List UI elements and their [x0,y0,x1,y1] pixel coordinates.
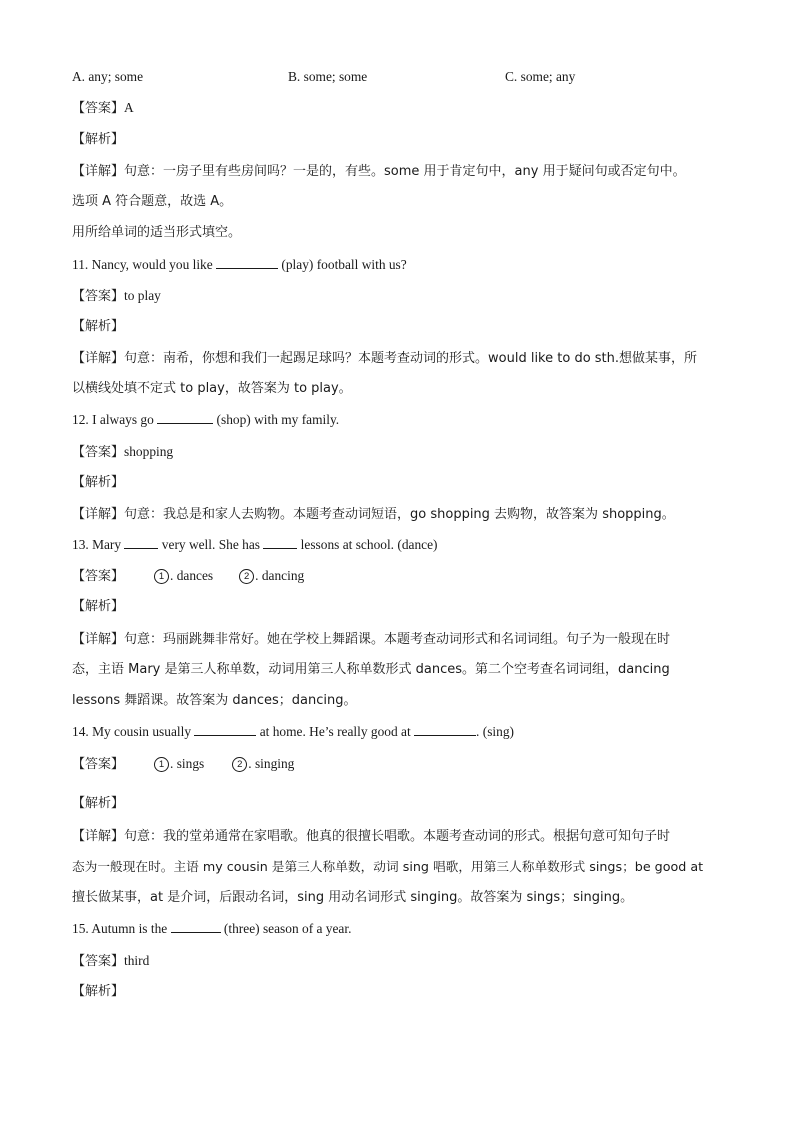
q15-answer-line [72,952,149,971]
q15-analysis-tag: 【解析】 [72,984,125,999]
answer-part-2 [239,567,304,585]
detail-text: 句意：玛丽跳舞非常好。她在学校上舞蹈课。本题考查动词形式和名词词组。句子为一般现在时 [124,632,671,647]
q12-detail-line-1 [72,505,675,524]
answer-tag: 【答案】 [72,954,125,969]
answer-part-2 [232,755,294,773]
question-part-2: at home. He’s really good at [256,724,415,739]
answer-text: to play [124,288,161,303]
question-part-1: 14. My cousin usually [72,724,195,739]
question-prefix: 11. Nancy, would you like [72,257,217,272]
detail-tag: 【详解】 [72,829,125,844]
detail-tag: 【详解】 [72,507,125,522]
q11-detail-line-1 [72,349,697,368]
answer-blank [157,411,213,424]
detail-text: 句意：我总是和家人去购物。本题考查动词短语，go shopping 去购物，故答案为 shopping。 [124,507,675,522]
answer-tag: 【答案】 [72,445,125,460]
answer-tag: 【答案】 [72,289,125,304]
question-suffix: (play) football with us? [278,257,407,272]
answer-text: A [124,100,134,115]
q13-analysis-tag: 【解析】 [72,599,125,614]
q13-detail-line-2: 态，主语 Mary 是第三人称单数，动词用第三人称单数形式 dances。第二个空考查名词词组，dancing [72,662,670,677]
circled-number-2: 2 [232,757,247,772]
question-15 [72,920,351,938]
answer-text: shopping [124,444,174,459]
detail-tag: 【详解】 [72,164,125,179]
answer-tag: 【答案】 [72,569,125,584]
q10-detail-line-1 [72,162,686,181]
question-11 [72,256,407,274]
answer-blank-2 [263,536,297,549]
answer-blank [216,256,278,269]
answer-tag: 【答案】 [72,757,125,772]
q14-detail-line-3: 擅长做某事，at 是介词，后跟动名词，sing 用动名词形式 singing。故答案为 sings；singing。 [72,890,634,905]
answer-part-1 [154,755,204,773]
question-part-1: 13. Mary [72,537,125,552]
q11-analysis-tag: 【解析】 [72,319,125,334]
option-b: B. some; some [288,69,368,84]
detail-tag: 【详解】 [72,351,125,366]
q14-answer-line [72,755,294,774]
answer-part-1 [154,567,213,585]
answer-text-1: . dances [170,568,214,583]
q13-detail-line-1 [72,630,670,649]
q10-analysis-tag: 【解析】 [72,132,125,147]
q11-answer-line [72,287,161,306]
answer-text-2: . dancing [255,568,305,583]
circled-number-1: 1 [154,757,169,772]
circled-number-1: 1 [154,569,169,584]
detail-text: 句意：南希，你想和我们一起踢足球吗？本题考查动词的形式。would like to do sth.想做某事，所 [124,351,698,366]
question-13 [72,536,438,554]
answer-blank-2 [414,723,476,736]
answer-blank-1 [124,536,158,549]
question-suffix: (shop) with my family. [213,412,340,427]
detail-text: 句意：我的堂弟通常在家唱歌。他真的很擅长唱歌。本题考查动词的形式。根据句意可知句子时 [124,829,671,844]
option-a: A. any; some [72,69,144,84]
question-part-3: lessons at school. (dance) [297,537,438,552]
question-12 [72,411,339,429]
answer-blank [171,920,221,933]
section-instruction: 用所给单词的适当形式填空。 [72,225,242,240]
detail-text: 句意：一房子里有些房间吗？一是的，有些。some 用于肯定句中，any 用于疑问句或否定句中。 [124,164,686,179]
answer-blank-1 [194,723,256,736]
q10-answer-line [72,99,134,118]
question-part-2: very well. She has [158,537,264,552]
q12-answer-line [72,443,173,462]
question-prefix: 12. I always go [72,412,158,427]
q13-answer-line [72,567,304,586]
answer-text-2: . singing [248,756,295,771]
q14-analysis-tag: 【解析】 [72,796,125,811]
circled-number-2: 2 [239,569,254,584]
option-c: C. some; any [505,69,576,84]
q13-detail-line-3: lessons 舞蹈课。故答案为 dances；dancing。 [72,693,357,708]
question-14 [72,723,514,741]
answer-tag: 【答案】 [72,101,125,116]
question-prefix: 15. Autumn is the [72,921,171,936]
answer-text: third [124,953,150,968]
q10-detail-line-2: 选项 A 符合题意，故选 A。 [72,194,233,209]
q12-analysis-tag: 【解析】 [72,475,125,490]
detail-tag: 【详解】 [72,632,125,647]
q11-detail-line-2: 以横线处填不定式 to play，故答案为 to play。 [72,381,352,396]
q14-detail-line-1 [72,827,670,846]
q14-detail-line-2: 态为一般现在时。主语 my cousin 是第三人称单数，动词 sing 唱歌，用第三人称单数形式 sings；be good at [72,859,704,874]
question-suffix: (three) season of a year. [220,921,352,936]
answer-text-1: . sings [170,756,205,771]
question-part-3: . (sing) [476,724,514,739]
